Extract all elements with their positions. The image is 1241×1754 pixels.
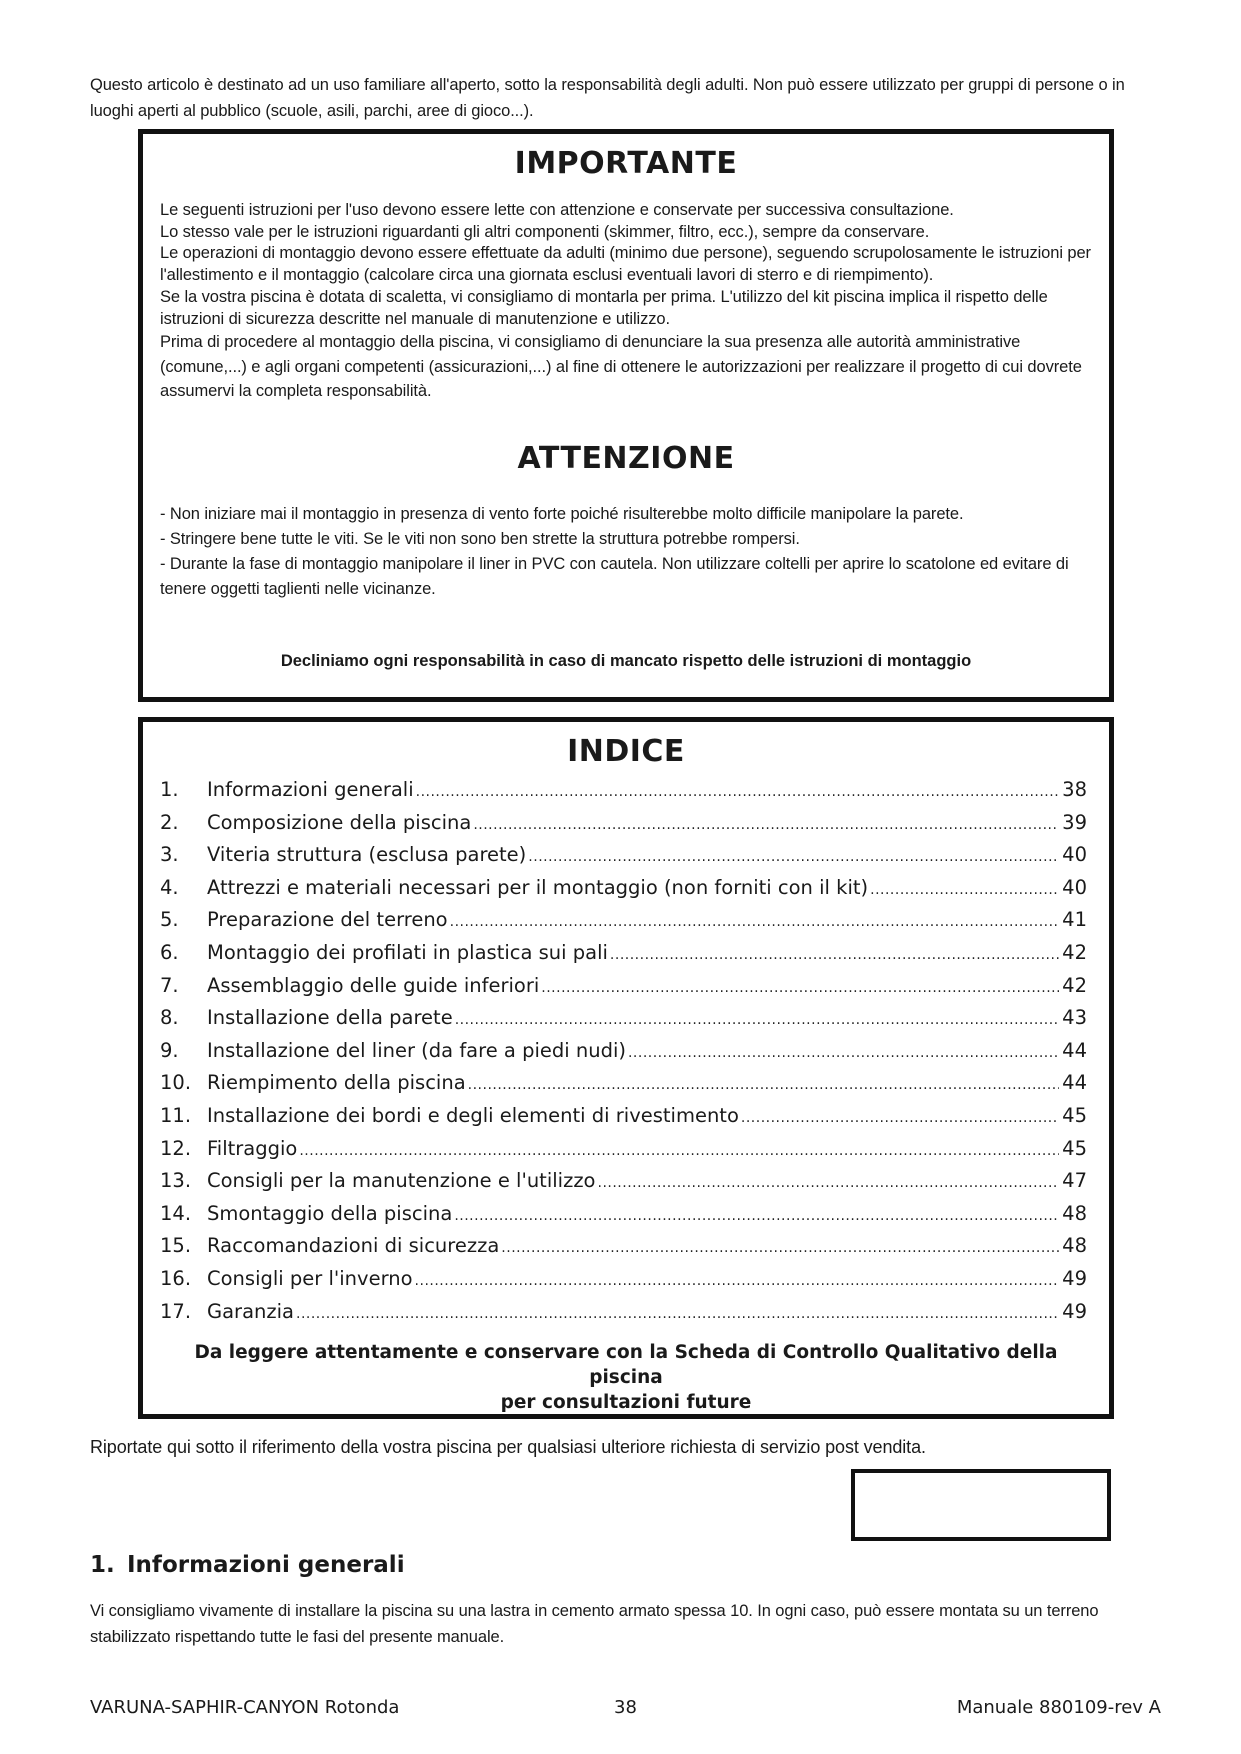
toc-entry-label: Installazione dei bordi e degli elementi di rivestimento [207,1103,739,1127]
toc-entry-number: 10. [160,1071,192,1095]
toc-leader-dots [299,1143,1059,1159]
toc-entry [160,778,1087,811]
toc-leader-dots [296,1306,1059,1322]
attenzione-item: - Durante la fase di montaggio manipolare il liner in PVC con cautela. Non utilizzare coltelli per aprire lo scatolone ed evitare di tenere oggetti taglienti nelle vicinanze. [160,555,1069,598]
toc-entry-label: Preparazione del terreno [207,908,448,932]
toc-entry-number: 13. [160,1169,192,1193]
toc-leader-dots [473,817,1059,833]
important-notice-box [138,129,1114,702]
reference-instruction: Riportate qui sotto il riferimento della vostra piscina per qualsiasi ulteriore richiesta di servizio post vendita. [90,1437,926,1457]
toc-leader-dots [610,947,1059,963]
toc-entry-page: 44 [1062,1038,1087,1062]
toc-entry-number: 11. [160,1103,192,1127]
toc-entry-page: 40 [1062,843,1087,867]
section-heading [90,1552,405,1578]
toc-leader-dots [415,1273,1059,1289]
toc-entry-label: Riempimento della piscina [207,1071,466,1095]
toc-entry-label: Assemblaggio delle guide inferiori [207,973,540,997]
toc-entry-page: 49 [1062,1266,1087,1290]
toc-entry-page: 45 [1062,1103,1087,1127]
toc-entry [160,974,1087,1007]
toc-leader-dots [541,980,1059,996]
toc-entry-page: 38 [1062,778,1087,801]
toc-entry-label: Viteria struttura (esclusa parete) [207,843,527,867]
index-box [138,717,1114,1419]
index-note-line: Da leggere attentamente e conservare con la Scheda di Controllo Qualitativo della piscina [194,1342,1058,1388]
toc-entry-label: Consigli per la manutenzione e l'utilizzo [207,1169,596,1193]
toc-leader-dots [416,784,1059,800]
attenzione-item: - Stringere bene tutte le viti. Se le viti non sono ben strette la struttura potrebbe rompersi. [160,530,800,548]
toc-entry-number: 4. [160,875,179,899]
important-paragraph: Le operazioni di montaggio devono essere effettuate da adulti (minimo due persone), seguendo scrupolosamente le istruzioni per l'allestimento e il montaggio (calcolare circa una giornata esclusi eventuali lavori di sterro e di riempimento). [160,244,1091,285]
toc-entry-label: Consigli per l'inverno [207,1266,413,1290]
section-number: 1. [90,1552,115,1578]
toc-leader-dots [870,882,1059,898]
toc-entry-page: 49 [1062,1299,1087,1323]
toc-entry-page: 41 [1062,908,1087,932]
toc-entry [160,1006,1087,1039]
attenzione-title: ATTENZIONE [517,441,735,476]
footer-product: VARUNA-SAPHIR-CANYON Rotonda [90,1697,400,1718]
toc-entry [160,1071,1087,1104]
reference-input-box [851,1469,1111,1541]
toc-entry-number: 6. [160,940,179,964]
toc-entry-page: 45 [1062,1136,1087,1160]
toc-leader-dots [741,1110,1059,1126]
toc-leader-dots [501,1240,1059,1256]
toc-entry-page: 47 [1062,1169,1087,1193]
toc-entry-number: 15. [160,1234,192,1258]
important-title: IMPORTANTE [514,146,738,181]
toc-entry-page: 39 [1062,810,1087,834]
toc-entry-page: 48 [1062,1201,1087,1225]
toc-entry-label: Smontaggio della piscina [207,1201,453,1225]
toc-entry-number: 12. [160,1136,192,1160]
toc-entry-number: 1. [160,778,179,801]
disclaimer: Decliniamo ogni responsabilità in caso di mancato rispetto delle istruzioni di montaggio [280,652,972,670]
attenzione-item: - Non iniziare mai il montaggio in presenza di vento forte poiché risulterebbe molto difficile manipolare la parete. [160,505,964,523]
toc-entry [160,1267,1087,1300]
toc-entry-label: Filtraggio [207,1136,298,1160]
toc-entry [160,1234,1087,1267]
toc-entry-number: 8. [160,1006,179,1030]
section-text: Vi consigliamo vivamente di installare la piscina su una lastra in cemento armato spessa 10. In ogni caso, può essere montata su un terreno stabilizzato rispettando tutte le fasi del presente manuale. [90,1602,1099,1646]
toc-entry-page: 42 [1062,940,1087,964]
toc-entry-label: Montaggio dei profilati in plastica sui pali [207,940,608,964]
toc-entry-number: 14. [160,1201,192,1225]
important-paragraph: Le seguenti istruzioni per l'uso devono essere lette con attenzione e conservate per successiva consultazione. [160,201,954,219]
toc-leader-dots [468,1077,1059,1093]
toc-entry [160,941,1087,974]
toc-entry-page: 40 [1062,875,1087,899]
index-note [163,1340,1089,1415]
toc-entry [160,843,1087,876]
toc-entry [160,1039,1087,1072]
toc-entry-label: Informazioni generali [207,778,414,801]
footer-manual-id: Manuale 880109-rev A [956,1697,1161,1718]
toc-entry [160,876,1087,909]
toc-leader-dots [455,1012,1059,1028]
toc-entry-label: Installazione del liner (da fare a piedi nudi) [207,1038,626,1062]
important-paragraph: Se la vostra piscina è dotata di scaletta, vi consigliamo di montarla per prima. L'utilizzo del kit piscina implica il rispetto delle istruzioni di sicurezza descritte nel manuale di manutenzione e utilizzo. [160,287,1048,328]
toc-leader-dots [528,849,1059,865]
toc-leader-dots [628,1045,1059,1061]
toc-entry-label: Installazione della parete [207,1006,453,1030]
toc-leader-dots [454,1208,1059,1224]
toc-entry [160,1137,1087,1170]
toc-leader-dots [450,914,1059,930]
important-paragraph: Lo stesso vale per le istruzioni riguardanti gli altri componenti (skimmer, filtro, ecc.), sempre da conservare. [160,222,930,241]
toc-entry-number: 16. [160,1266,192,1290]
toc-entry-page: 42 [1062,973,1087,997]
toc-entry-number: 3. [160,843,179,867]
toc-leader-dots [598,1175,1060,1191]
important-paragraph: Prima di procedere al montaggio della piscina, vi consigliamo di denunciare la sua presenza alle autorità amministrative (comune,...) e agli organi competenti (assicurazioni,...) al fine di ottenere le autorizzazioni per realizzare il progetto di cui dovrete assumervi la completa responsabilità. [160,333,1082,401]
toc-entry-number: 2. [160,810,179,834]
footer-page-number: 38 [614,1697,637,1718]
toc-entry-page: 44 [1062,1071,1087,1095]
toc-entry-label: Composizione della piscina [207,810,472,834]
toc-entry [160,1104,1087,1137]
toc-entry-number: 9. [160,1038,179,1062]
toc-entry [160,1202,1087,1235]
toc-entry-page: 48 [1062,1234,1087,1258]
intro-paragraph: Questo articolo è destinato ad un uso familiare all'aperto, sotto la responsabilità degli adulti. Non può essere utilizzato per gruppi di persone o in luoghi aperti al pubblico (scuole, asili, parchi, aree di gioco...). [90,76,1125,120]
toc-entry-label: Attrezzi e materiali necessari per il montaggio (non forniti con il kit) [207,875,869,899]
index-note-line: per consultazioni future [500,1392,752,1413]
toc-entry-number: 17. [160,1299,192,1323]
toc-entry [160,908,1087,941]
toc-entry-page: 43 [1062,1006,1087,1030]
toc-entry [160,1169,1087,1202]
toc-entry [160,1300,1087,1333]
toc-entry [160,811,1087,844]
attenzione-list [160,502,1080,602]
toc-entry-number: 5. [160,908,179,932]
toc-entry-label: Garanzia [207,1299,294,1323]
index-title: INDICE [567,734,685,769]
toc-entry-number: 7. [160,973,179,997]
table-of-contents [160,778,1087,1332]
section-title: Informazioni generali [127,1552,405,1578]
toc-entry-label: Raccomandazioni di sicurezza [207,1234,500,1258]
important-paragraphs [160,200,1100,404]
